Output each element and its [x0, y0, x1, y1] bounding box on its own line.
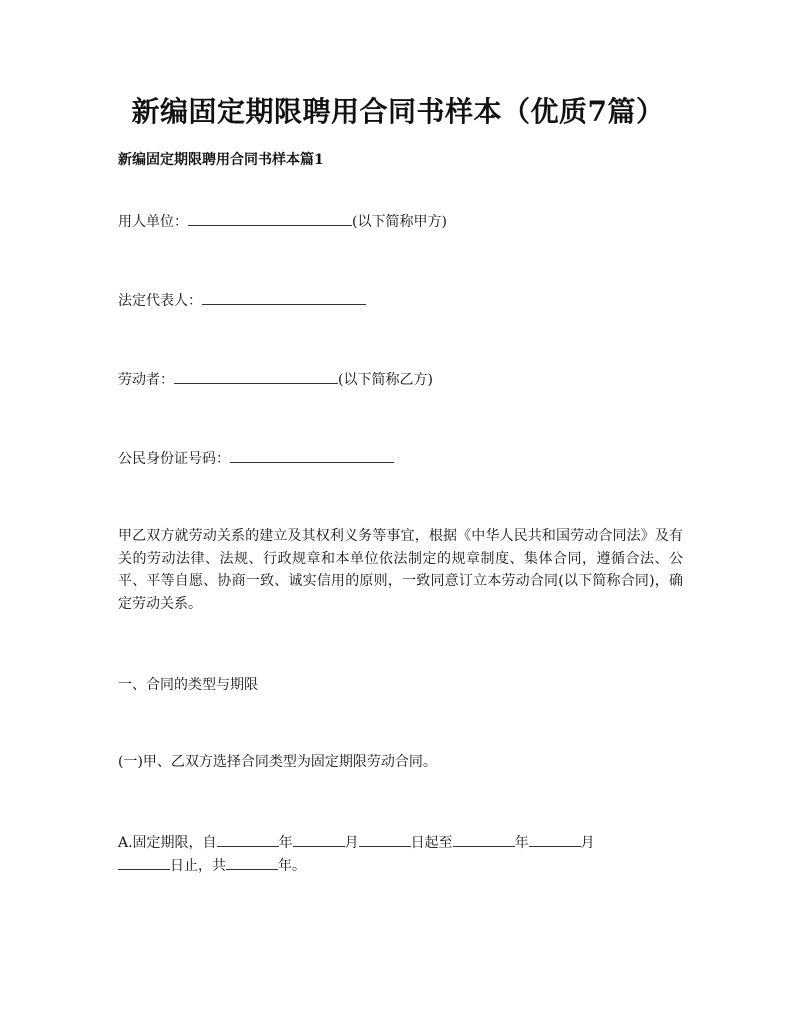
worker-label: 劳动者：: [118, 372, 174, 388]
employer-line: [118, 210, 447, 232]
start-day-blank: [359, 831, 411, 847]
section-heading: 新编固定期限聘用合同书样本篇1: [118, 152, 324, 168]
worker-suffix: (以下简称乙方): [338, 372, 433, 388]
term-day-to: 日止，共: [170, 858, 226, 874]
term-month2: 月: [580, 835, 595, 851]
term-year2: 年: [514, 835, 529, 851]
total-years-blank: [226, 854, 278, 870]
term-line-2: [118, 854, 306, 876]
term-day-from: 日起至: [410, 835, 453, 851]
term-prefix: A.固定期限，自: [118, 835, 217, 851]
id-number-label: 公民身份证号码：: [118, 451, 230, 467]
legal-rep-label: 法定代表人：: [118, 293, 202, 309]
employer-blank: [188, 210, 352, 226]
clause-one-heading: 一、合同的类型与期限: [118, 677, 258, 693]
term-years: 年。: [278, 858, 306, 874]
document-title: 新编固定期限聘用合同书样本（优质7篇）: [131, 95, 665, 128]
end-month-blank: [529, 831, 581, 847]
clause-one-sub: (一)甲、乙双方选择合同类型为固定期限劳动合同。: [118, 754, 437, 770]
start-year-blank: [217, 831, 279, 847]
legal-rep-line: [118, 289, 366, 311]
employer-label: 用人单位：: [118, 214, 188, 230]
id-number-line: [118, 447, 394, 469]
term-year1: 年: [278, 835, 293, 851]
start-month-blank: [293, 831, 345, 847]
term-month1: 月: [344, 835, 359, 851]
worker-blank: [174, 368, 338, 384]
term-line-1: [118, 831, 595, 853]
legal-rep-blank: [202, 289, 366, 305]
end-year-blank: [453, 831, 515, 847]
employer-suffix: (以下简称甲方): [352, 214, 447, 230]
intro-paragraph: 甲乙双方就劳动关系的建立及其权利义务等事宜，根据《中华人民共和国劳动合同法》及有关的劳动法律、法规、行政规章和本单位依法制定的规章制度、集体合同，遵循合法、公平、平等自愿、协商一致、诚实信用的原则，一致同意订立本劳动合同(以下简称合同)，确定劳动关系。: [118, 528, 683, 612]
worker-line: [118, 368, 433, 390]
end-day-blank: [118, 854, 170, 870]
id-number-blank: [230, 447, 394, 463]
